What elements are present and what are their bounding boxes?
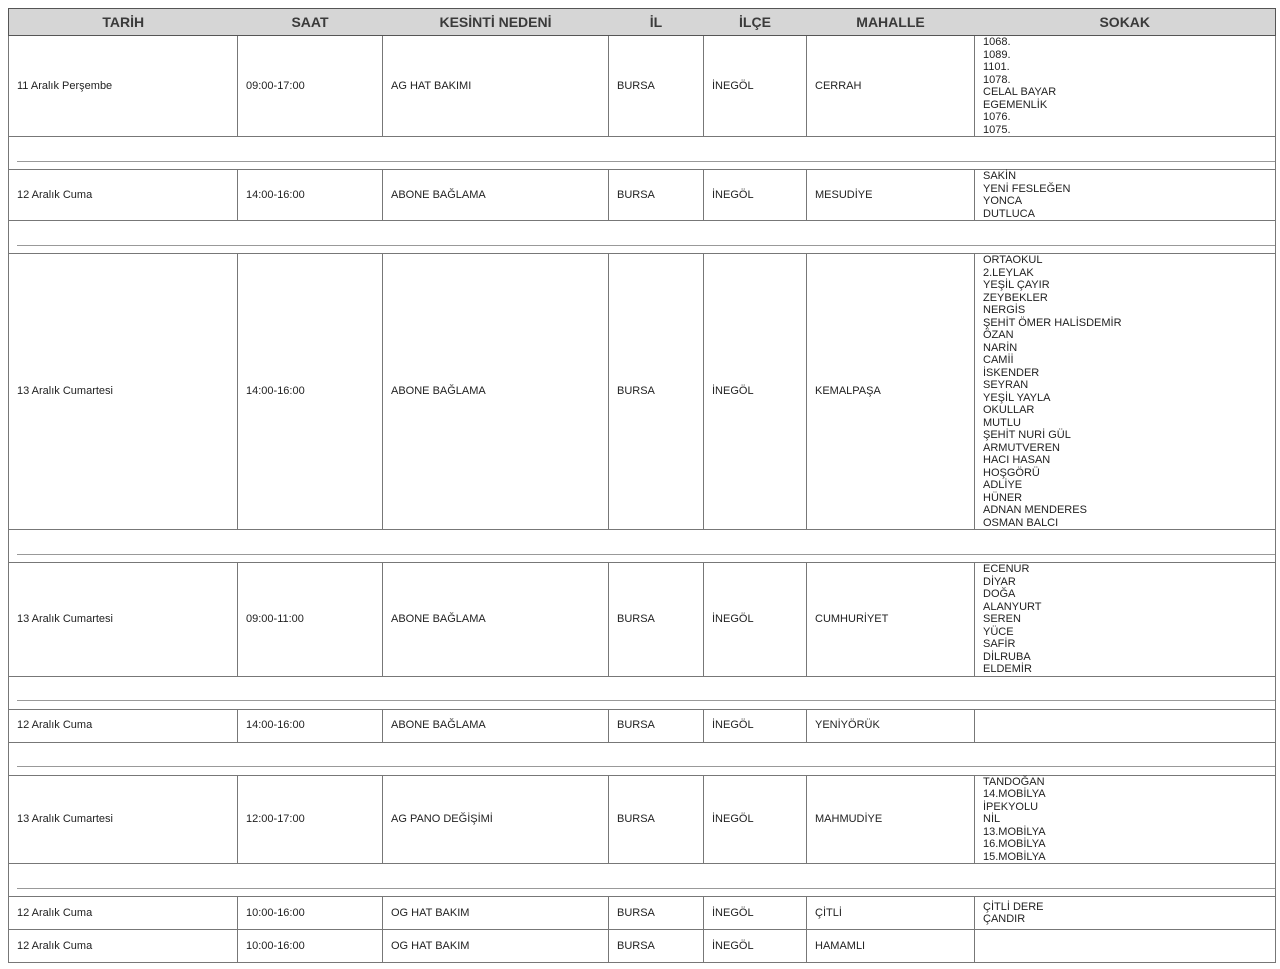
separator-line — [17, 538, 1275, 555]
cell-sokak — [975, 897, 1276, 930]
cell-il: BURSA — [609, 897, 704, 930]
street-name: TANDOĞAN — [983, 775, 1045, 788]
separator-line — [17, 750, 1275, 767]
street-name: 1075. — [983, 123, 1011, 136]
street-name: İPEKYOLU — [983, 800, 1039, 813]
street-name: HACI HASAN — [983, 454, 1051, 466]
street-name: ARMUTVEREN — [983, 441, 1061, 454]
cell-ilce: İNEGÖL — [704, 930, 807, 963]
cell-ilce: İNEGÖL — [704, 709, 807, 742]
cell-reason: AG HAT BAKIMI — [383, 36, 609, 137]
cell-sokak — [975, 709, 1276, 742]
separator-line — [17, 872, 1275, 889]
cell-il: BURSA — [609, 930, 704, 963]
cell-ilce: İNEGÖL — [704, 254, 807, 530]
table-row — [9, 36, 1276, 137]
table-row — [9, 897, 1276, 930]
cell-date: 12 Aralık Cuma — [9, 897, 238, 930]
separator-row — [9, 742, 1276, 775]
cell-date: 13 Aralık Cumartesi — [9, 563, 238, 677]
street-name: DUTLUCA — [983, 207, 1035, 220]
separator-cell — [9, 864, 1276, 897]
street-name: OKULLAR — [983, 404, 1035, 416]
street-name: ZEYBEKLER — [983, 291, 1048, 304]
street-name: DİYAR — [983, 575, 1016, 588]
separator-row — [9, 530, 1276, 563]
street-name: CAMİİ — [983, 354, 1014, 366]
cell-time: 14:00-16:00 — [238, 170, 383, 221]
street-name: 1089. — [983, 48, 1011, 61]
cell-time: 10:00-16:00 — [238, 897, 383, 930]
cell-time: 09:00-17:00 — [238, 36, 383, 137]
cell-date: 11 Aralık Perşembe — [9, 36, 238, 137]
header-date: TARİH — [9, 9, 238, 36]
street-name: HOŞGÖRÜ — [983, 466, 1040, 479]
street-name: ADLİYE — [983, 479, 1023, 491]
street-name: SEYRAN — [983, 379, 1029, 391]
cell-il: BURSA — [609, 170, 704, 221]
table-body — [9, 36, 1276, 963]
separator-line — [17, 229, 1275, 246]
street-name: YÜCE — [983, 625, 1014, 638]
table-row — [9, 775, 1276, 864]
street-name: HÜNER — [983, 491, 1023, 504]
cell-time: 09:00-11:00 — [238, 563, 383, 677]
separator-line — [17, 684, 1275, 701]
street-name: 14.MOBİLYA — [983, 788, 1046, 800]
cell-mahalle: KEMALPAŞA — [807, 254, 975, 530]
cell-mahalle: YENİYÖRÜK — [807, 709, 975, 742]
cell-ilce: İNEGÖL — [704, 775, 807, 864]
cell-sokak — [975, 930, 1276, 963]
cell-ilce: İNEGÖL — [704, 170, 807, 221]
street-name: İSKENDER — [983, 366, 1040, 379]
table-header-row — [9, 9, 1276, 36]
cell-time: 14:00-16:00 — [238, 254, 383, 530]
street-name: 1068. — [983, 36, 1011, 48]
street-name: 13.MOBİLYA — [983, 825, 1046, 838]
cell-time: 14:00-16:00 — [238, 709, 383, 742]
cell-time: 10:00-16:00 — [238, 930, 383, 963]
street-name: ÖZAN — [983, 329, 1014, 341]
street-name: ADNAN MENDERES — [983, 504, 1087, 516]
cell-il: BURSA — [609, 563, 704, 677]
header-sokak: SOKAK — [975, 9, 1276, 36]
cell-il: BURSA — [609, 709, 704, 742]
street-name: 15.MOBİLYA — [983, 850, 1046, 863]
street-name: ÇANDIR — [983, 913, 1026, 925]
cell-time: 12:00-17:00 — [238, 775, 383, 864]
street-name: EGEMENLİK — [983, 98, 1048, 111]
street-name: ELDEMİR — [983, 663, 1032, 675]
cell-mahalle: ÇİTLİ — [807, 897, 975, 930]
separator-row — [9, 864, 1276, 897]
cell-sokak — [975, 170, 1276, 221]
cell-sokak — [975, 254, 1276, 530]
street-name: CELAL BAYAR — [983, 86, 1057, 98]
cell-ilce: İNEGÖL — [704, 563, 807, 677]
street-name: ALANYURT — [983, 600, 1042, 613]
street-name: NARİN — [983, 341, 1018, 354]
street-name: 1076. — [983, 111, 1011, 123]
cell-date: 12 Aralık Cuma — [9, 930, 238, 963]
cell-reason: OG HAT BAKIM — [383, 897, 609, 930]
street-name: NERGİS — [983, 304, 1026, 316]
table-row — [9, 170, 1276, 221]
table-row — [9, 709, 1276, 742]
header-time: SAAT — [238, 9, 383, 36]
separator-row — [9, 221, 1276, 254]
header-il: İL — [609, 9, 704, 36]
cell-sokak — [975, 775, 1276, 864]
street-name: ŞEHİT NURİ GÜL — [983, 429, 1071, 441]
table-row — [9, 254, 1276, 530]
separator-row — [9, 676, 1276, 709]
street-name: YONCA — [983, 195, 1023, 207]
street-name: ECENUR — [983, 563, 1030, 575]
separator-cell — [9, 742, 1276, 775]
cell-reason: AG PANO DEĞİŞİMİ — [383, 775, 609, 864]
cell-mahalle: MESUDİYE — [807, 170, 975, 221]
street-name: 1078. — [983, 73, 1011, 86]
cell-sokak — [975, 36, 1276, 137]
cell-mahalle: CUMHURİYET — [807, 563, 975, 677]
cell-reason: ABONE BAĞLAMA — [383, 170, 609, 221]
separator-line — [17, 145, 1275, 162]
cell-il: BURSA — [609, 254, 704, 530]
cell-mahalle: HAMAMLI — [807, 930, 975, 963]
street-name: DİLRUBA — [983, 650, 1031, 663]
cell-sokak — [975, 563, 1276, 677]
street-name: 16.MOBİLYA — [983, 838, 1046, 850]
table-row — [9, 563, 1276, 677]
street-name: SEREN — [983, 613, 1021, 625]
street-name: OSMAN BALCI — [983, 516, 1059, 529]
separator-cell — [9, 221, 1276, 254]
cell-reason: ABONE BAĞLAMA — [383, 563, 609, 677]
separator-cell — [9, 676, 1276, 709]
separator-cell — [9, 530, 1276, 563]
street-name: YENİ FESLEĞEN — [983, 182, 1071, 195]
street-name: DOĞA — [983, 588, 1016, 600]
street-name: 2.LEYLAK — [983, 266, 1034, 279]
cell-mahalle: MAHMUDİYE — [807, 775, 975, 864]
street-name: YEŞİL YAYLA — [983, 391, 1051, 404]
cell-date: 13 Aralık Cumartesi — [9, 254, 238, 530]
cell-date: 12 Aralık Cuma — [9, 170, 238, 221]
cell-ilce: İNEGÖL — [704, 897, 807, 930]
header-mahalle: MAHALLE — [807, 9, 975, 36]
cell-ilce: İNEGÖL — [704, 36, 807, 137]
separator-row — [9, 137, 1276, 170]
cell-mahalle: CERRAH — [807, 36, 975, 137]
street-name: ORTAOKUL — [983, 254, 1043, 266]
street-name: NİL — [983, 813, 1001, 825]
header-reason: KESİNTİ NEDENİ — [383, 9, 609, 36]
cell-reason: ABONE BAĞLAMA — [383, 709, 609, 742]
street-name: YEŞİL ÇAYIR — [983, 279, 1050, 291]
cell-date: 12 Aralık Cuma — [9, 709, 238, 742]
cell-date: 13 Aralık Cumartesi — [9, 775, 238, 864]
street-name: ÇİTLİ DERE — [983, 900, 1044, 913]
street-name: ŞEHİT ÖMER HALİSDEMİR — [983, 316, 1122, 329]
outage-table-container — [8, 8, 1275, 963]
street-name: 1101. — [983, 61, 1010, 73]
header-ilce: İLÇE — [704, 9, 807, 36]
street-name: SAFİR — [983, 638, 1016, 650]
table-row — [9, 930, 1276, 963]
street-name: SAKİN — [983, 170, 1017, 182]
cell-reason: ABONE BAĞLAMA — [383, 254, 609, 530]
outage-table — [8, 8, 1276, 963]
cell-reason: OG HAT BAKIM — [383, 930, 609, 963]
separator-cell — [9, 137, 1276, 170]
street-name: MUTLU — [983, 416, 1021, 429]
cell-il: BURSA — [609, 36, 704, 137]
cell-il: BURSA — [609, 775, 704, 864]
